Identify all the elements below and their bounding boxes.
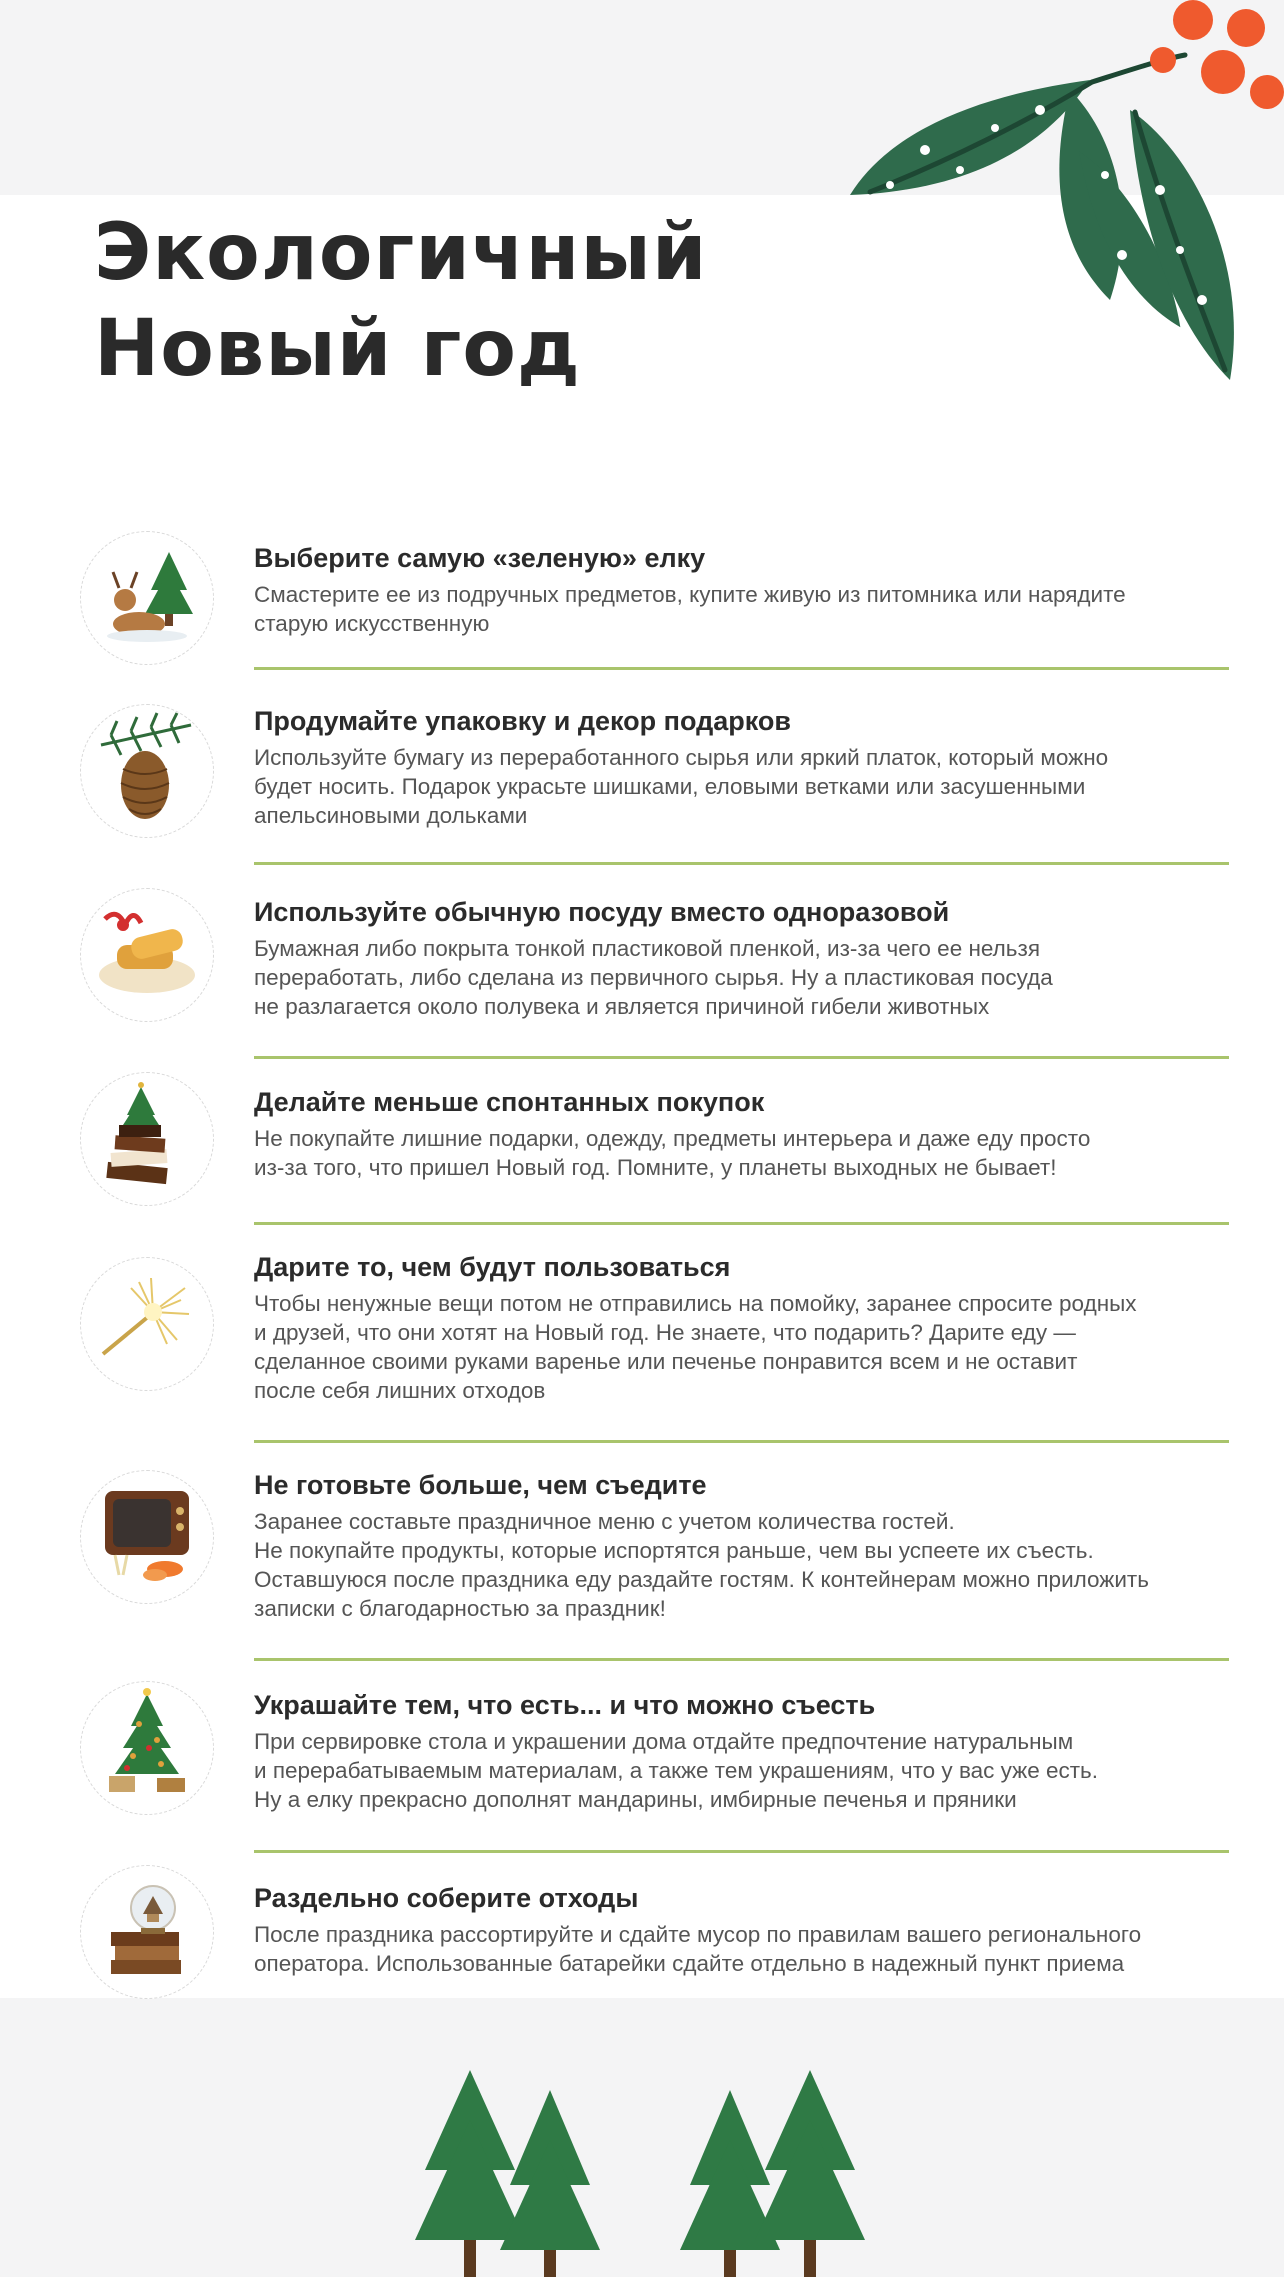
tip-text: Используйте бумагу из переработанного сырья или яркий платок, который можно будет носить. Подарок украсьте шишками, еловыми ветками или засушенными апельсиновыми дольками <box>254 745 1109 828</box>
tip-text: При сервировке стола и украшении дома отдайте предпочтение натуральным и перерабатываемым материалам, а также тем украшениям, что у вас уже есть. Ну а елку прекрасно дополнят мандарины, имбирные печенья и пряники <box>254 1729 1099 1812</box>
tip-text: Смастерите ее из подручных предметов, купите живую из питомника или нарядите старую искусственную <box>254 582 1126 636</box>
divider <box>254 862 1229 865</box>
tip-title: Выберите самую «зеленую» елку <box>254 543 706 573</box>
pine-cone-icon <box>80 704 214 838</box>
tip-title: Раздельно соберите отходы <box>254 1883 639 1913</box>
tip-title: Продумайте упаковку и декор подарков <box>254 706 791 736</box>
page-title-line1: Экологичный <box>94 208 708 298</box>
tip-title: Делайте меньше спонтанных покупок <box>254 1087 765 1117</box>
tip-text: Заранее составьте праздничное меню с учетом количества гостей. Не покупайте продукты, которые испортятся раньше, чем вы успеете их съесть. Оставшуюся после праздника еду раздайте гостям. К контейнерам можно приложить записки с благодарностью за праздник! <box>254 1509 1149 1621</box>
tip-text: Бумажная либо покрыта тонкой пластиковой пленкой, из-за чего ее нельзя переработать, либо сделана из первичного сырья. Ну а пластиковая посуда не разлагается около полувека и является причиной гибели животных <box>254 936 1053 1019</box>
divider <box>254 1222 1229 1225</box>
divider <box>254 1440 1229 1443</box>
tip-text: Не покупайте лишние подарки, одежду, предметы интерьера и даже еду просто из-за того, что пришел Новый год. Помните, у планеты выходных не бывает! <box>254 1126 1091 1180</box>
tip-title: Используйте обычную посуду вместо одноразовой <box>254 897 950 927</box>
page-title-line2: Новый год <box>94 304 581 394</box>
tip-title: Не готовьте больше, чем съедите <box>254 1470 707 1500</box>
tip-title: Украшайте тем, что есть... и что можно съесть <box>254 1690 876 1720</box>
deer-tree-icon <box>80 531 214 665</box>
decorated-tree-icon <box>80 1681 214 1815</box>
holly-berries-icon <box>830 0 1284 420</box>
divider <box>254 1850 1229 1853</box>
page-title <box>94 205 708 397</box>
tip-title: Дарите то, чем будут пользоваться <box>254 1252 731 1282</box>
sparkler-icon <box>80 1257 214 1391</box>
tip-text: Чтобы ненужные вещи потом не отправились на помойку, заранее спросите родных и друзей, что они хотят на Новый год. Не знаете, что подарить? Дарите еду — сделанное своими руками варенье или печенье понравится всем и не оставит после себя лишних отходов <box>254 1291 1137 1403</box>
pastry-plate-icon <box>80 888 214 1022</box>
divider <box>254 1056 1229 1059</box>
tip-text: После праздника рассортируйте и сдайте мусор по правилам вашего регионального оператора. Использованные батарейки сдайте отдельно в надежный пункт приема <box>254 1922 1142 1976</box>
divider <box>254 1658 1229 1661</box>
divider <box>254 667 1229 670</box>
fir-trees-icon <box>400 2050 880 2277</box>
snow-globe-books-icon <box>80 1865 214 1999</box>
tv-champagne-icon <box>80 1470 214 1604</box>
chocolate-tree-icon <box>80 1072 214 1206</box>
